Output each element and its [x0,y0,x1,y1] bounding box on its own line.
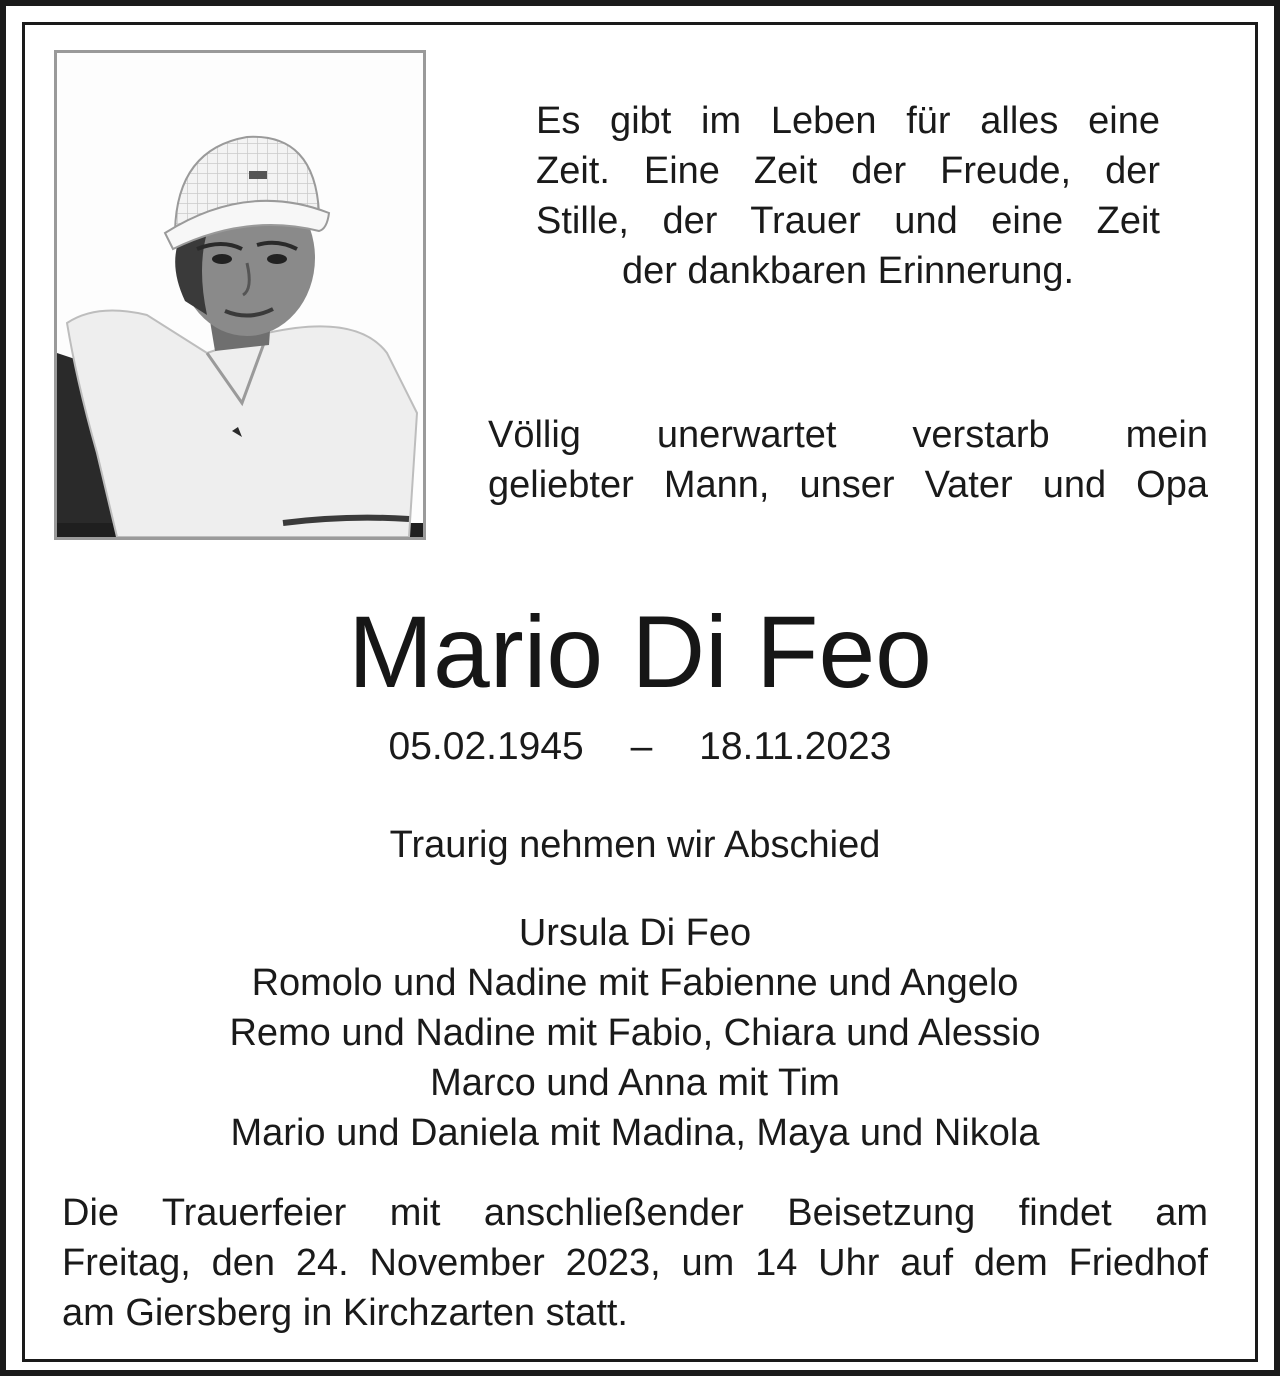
farewell-text: Traurig nehmen wir Abschied [389,824,881,866]
death-date: 18.11.2023 [699,725,892,768]
death-announcement [488,410,1208,510]
announcement-line: geliebter Mann, unser Vater und Opa [488,464,1208,506]
memorial-quote [536,96,1160,296]
announcement-line: Völlig unerwartet verstarb mein [488,414,1208,456]
ceremony-notice [62,1188,1208,1338]
birth-date: 05.02.1945 [388,725,584,768]
family-member: Mario und Daniela mit Madina, Maya und Nikola [230,1112,1040,1154]
quote-line: der dankbaren Erinnerung. [621,250,1075,292]
family-member: Romolo und Nadine mit Fabienne und Angelo [251,962,1019,1004]
quote-line: Stille, der Trauer und eine Zeit [536,200,1160,242]
quote-line: Es gibt im Leben für alles eine [536,100,1160,142]
portrait-photo [54,50,426,540]
deceased-name: Mario Di Feo [348,595,932,709]
quote-line: Zeit. Eine Zeit der Freude, der [536,150,1160,192]
family-list [0,908,1270,1158]
family-member: Ursula Di Feo [518,912,752,954]
family-member: Marco und Anna mit Tim [430,1062,840,1104]
ceremony-line: Die Trauerfeier mit anschließender Beisetzung findet am [62,1192,1208,1234]
ceremony-line: am Giersberg in Kirchzarten statt. [62,1292,628,1334]
date-separator: – [630,725,653,768]
family-member: Remo und Nadine mit Fabio, Chiara und Alessio [229,1012,1041,1054]
life-dates [0,722,1280,772]
ceremony-line: Freitag, den 24. November 2023, um 14 Uhr auf dem Friedhof [62,1242,1208,1284]
